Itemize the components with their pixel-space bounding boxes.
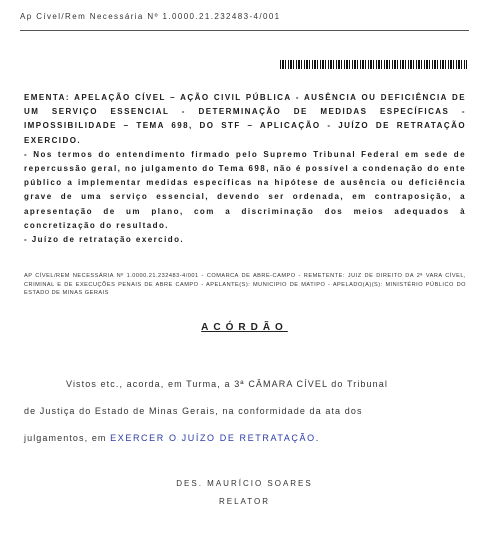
ementa-heading: EMENTA: APELAÇÃO CÍVEL – AÇÃO CIVIL PÚBLICA - AUSÊNCIA OU DEFICIÊNCIA DE UM SERVIÇO ESSENCIAL - DETERMINAÇÃO DE MEDIDAS ESPECÍFICAS - IMPOSSIBILIDADE – TEMA 698, DO STF – APLICAÇÃO - JUÍZO DE RETRATAÇÃO EXERCIDO. (24, 93, 466, 145)
document-title: ACÓRDÃO (201, 322, 288, 333)
ementa-conclusion: - Juízo de retratação exercido. (24, 235, 185, 245)
ementa-paragraph: - Nos termos do entendimento firmado pelo Supremo Tribunal Federal em sede de repercussão geral, no julgamento do Tema 698, não é possível a condenação do ente público a implementar medidas específicas na hipótese de ausência ou deficiência grave de uma serviço essencial, devendo ser ordenada, em contraposição, a apresentação de um plano, com a discriminação dos meios adequados à concretização do resultado. (24, 149, 466, 230)
barcode (280, 60, 467, 69)
body-line-1: Vistos etc., acorda, em Turma, a 3ª CÂMARA CÍVEL do Tribunal (66, 379, 388, 389)
signatory-name: DES. MAURÍCIO SOARES (176, 479, 313, 488)
case-details: AP CÍVEL/REM NECESSÁRIA Nº 1.0000.21.232483-4/001 - COMARCA DE ABRE-CAMPO - REMETENTE: JUIZ DE DIREITO DA 2ª VARA CÍVEL, CRIMINAL E DE EXECUÇÕES PENAIS DE ABRE CAMPO - APELANTE(S): MUNICIPIO DE MATIPO - APELADO(A)(S): MINISTÉRIO PÚBLICO DO ESTADO DE MINAS GERAIS (24, 273, 466, 297)
decision-highlight: EXERCER O JUÍZO DE RETRATAÇÃO (110, 433, 316, 443)
ementa-block (24, 91, 466, 247)
header-divider (20, 30, 469, 31)
signatory-role: RELATOR (218, 497, 271, 506)
body-line-3 (24, 432, 466, 445)
body-line-3-prefix: julgamentos, em (24, 433, 111, 443)
process-number-header: Ap Cível/Rem Necessária Nº 1.0000.21.232483-4/001 (20, 12, 281, 21)
body-line-2: de Justiça do Estado de Minas Gerais, na conformidade da ata dos (24, 406, 363, 416)
body-line-3-suffix: . (315, 433, 320, 443)
